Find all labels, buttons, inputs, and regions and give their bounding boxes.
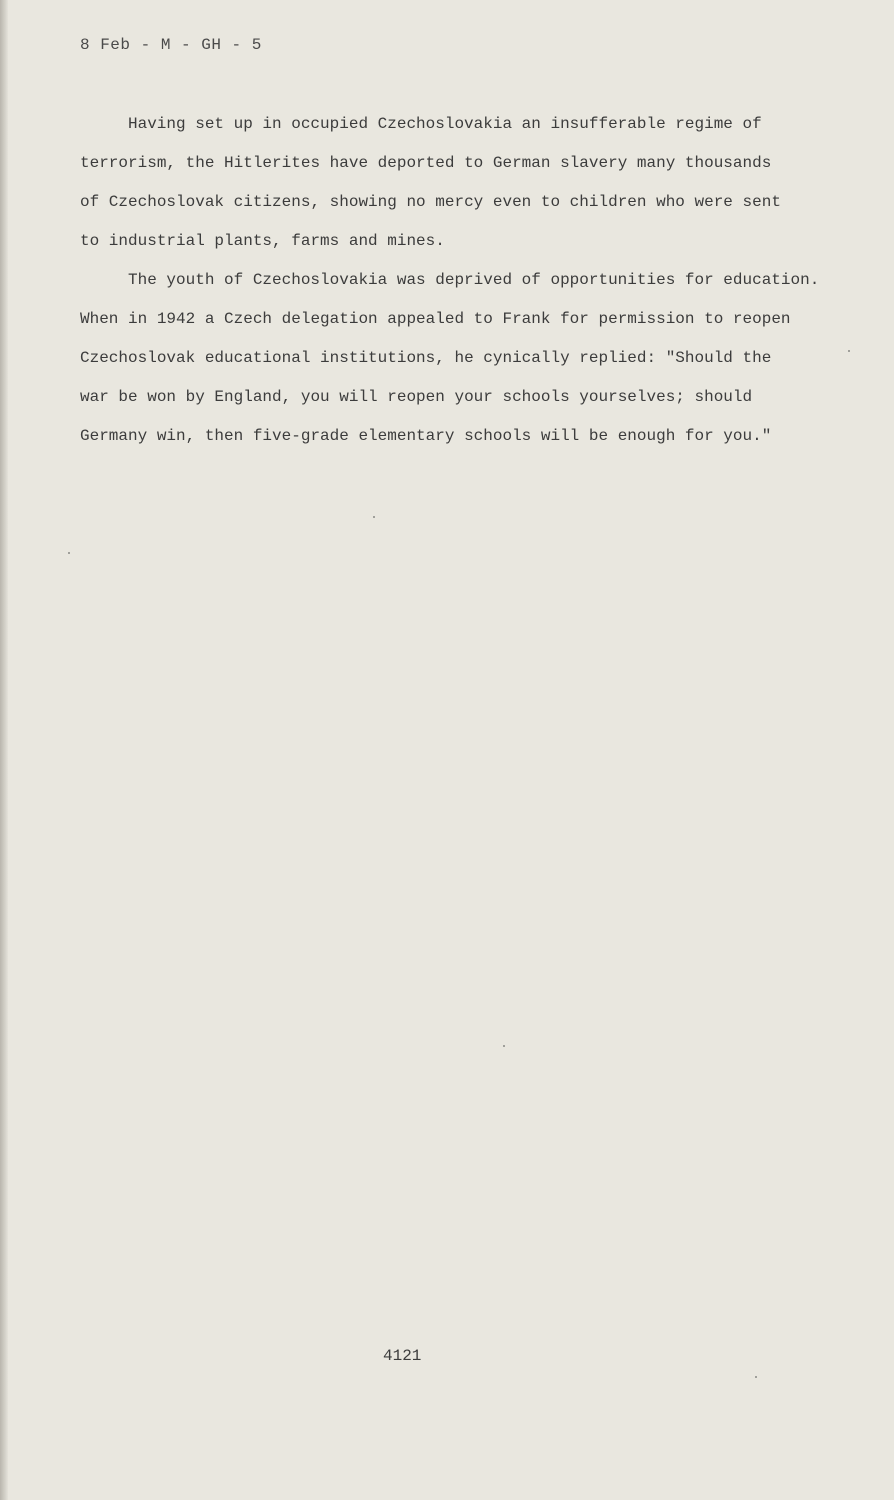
- paragraph-2: [80, 261, 840, 456]
- paper-speck: [68, 552, 70, 554]
- paragraph-line: Czechoslovak educational institutions, he cynically replied: "Should the: [80, 349, 772, 367]
- paragraph-line: When in 1942 a Czech delegation appealed to Frank for permission to reopen: [80, 310, 791, 328]
- paragraph-line: to industrial plants, farms and mines.: [80, 232, 445, 250]
- paragraph-line: The youth of Czechoslovakia was deprived of opportunities for education.: [128, 271, 820, 289]
- page-header: 8 Feb - M - GH - 5: [80, 36, 262, 54]
- paper-speck: [503, 1045, 505, 1047]
- paragraph-1: [80, 105, 840, 261]
- paragraph-line: of Czechoslovak citizens, showing no mercy even to children who were sent: [80, 193, 781, 211]
- paragraph-line: war be won by England, you will reopen your schools yourselves; should: [80, 388, 753, 406]
- paper-speck: [373, 516, 375, 518]
- paper-speck: [848, 350, 850, 352]
- paragraph-line: Having set up in occupied Czechoslovakia an insufferable regime of: [128, 115, 762, 133]
- page-edge-shadow: [0, 0, 8, 1500]
- paragraph-line: terrorism, the Hitlerites have deported to German slavery many thousands: [80, 154, 772, 172]
- paragraph-line: Germany win, then five-grade elementary schools will be enough for you.": [80, 427, 772, 445]
- page-number: 4121: [383, 1347, 422, 1365]
- paper-speck: [755, 1376, 757, 1378]
